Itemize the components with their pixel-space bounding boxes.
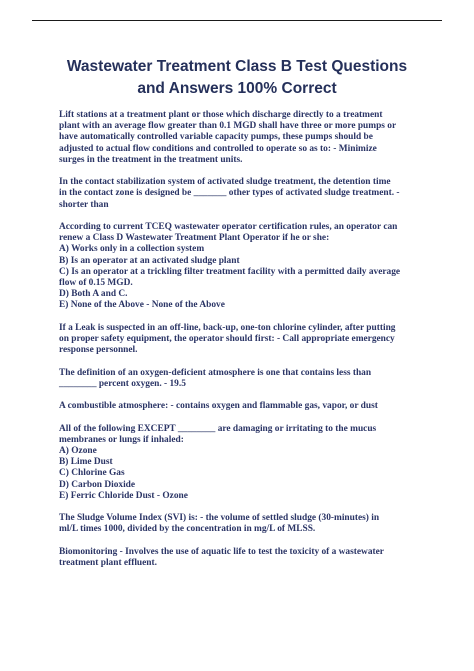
- text-line: plant with an average flow greater than 0.1 MGD shall have three or more pumps or: [59, 121, 397, 132]
- text-line: have automatically controlled variable capacity pumps, these pumps should be: [59, 132, 373, 143]
- answer-option: E) None of the Above - None of the Above: [59, 300, 225, 311]
- document-title: [40, 56, 434, 100]
- qa-item-combustible-atmosphere: [59, 401, 431, 412]
- text-line: surges in the treatment in the treatment units.: [59, 154, 243, 165]
- text-line: treatment plant effluent.: [59, 558, 157, 568]
- answer-option: A) Works only in a collection system: [59, 244, 205, 255]
- header-rule: [32, 20, 442, 21]
- text-line: The definition of an oxygen-deficient atmosphere is one that contains less than: [59, 367, 372, 378]
- qa-item-oxygen-deficient: [59, 368, 431, 390]
- answer-option: B) Is an operator at an activated sludge plant: [59, 255, 240, 266]
- text-line: All of the following EXCEPT ________ are damaging or irritating to the mucus: [59, 423, 377, 434]
- answer-option: D) Both A and C.: [59, 289, 128, 300]
- text-line: ml/L times 1000, divided by the concentration in mg/L of MLSS.: [59, 524, 316, 535]
- text-line: on proper safety equipment, the operator should first: - Call appropriate emergency: [59, 334, 395, 345]
- title-line: Wastewater Treatment Class B Test Questions: [66, 58, 408, 75]
- answer-option: D) Carbon Dioxide: [59, 479, 136, 490]
- text-line: A combustible atmosphere: - contains oxygen and flammable gas, vapor, or dust: [59, 401, 378, 412]
- document-body: [59, 110, 431, 580]
- qa-item-biomonitoring: [59, 547, 431, 569]
- text-line: in the contact zone is designed be _______ other types of activated sludge treatment. -: [59, 188, 400, 199]
- answer-option: C) Chlorine Gas: [59, 468, 125, 479]
- answer-option: flow of 0.15 MGD.: [59, 278, 133, 289]
- title-line: and Answers 100% Correct: [137, 80, 337, 97]
- qa-item-chlorine-leak: [59, 323, 431, 357]
- text-line: response personnel.: [59, 345, 138, 356]
- answer-option: A) Ozone: [59, 446, 97, 456]
- answer-option: E) Ferric Chloride Dust - Ozone: [59, 490, 188, 501]
- qa-item-tceq-certification: [59, 222, 431, 312]
- answer-option: C) Is an operator at a trickling filter treatment facility with a permitted daily average: [59, 266, 401, 277]
- text-line: According to current TCEQ wastewater operator certification rules, an operator can: [59, 222, 398, 232]
- text-line: Lift stations at a treatment plant or those which discharge directly to a treatment: [59, 110, 383, 120]
- text-line: shorter than: [59, 199, 109, 210]
- text-line: renew a Class D Wastewater Treatment Plant Operator if he or she:: [59, 233, 330, 244]
- qa-item-sludge-volume-index: [59, 513, 431, 535]
- text-line: Biomonitoring - Involves the use of aquatic life to test the toxicity of a wastewater: [59, 546, 384, 557]
- text-line: membranes or lungs if inhaled:: [59, 434, 184, 445]
- text-line: In the contact stabilization system of activated sludge treatment, the detention time: [59, 177, 391, 188]
- qa-item-mucus-membranes: [59, 424, 431, 502]
- text-line: adjusted to actual flow conditions and controlled to operate so as to: - Minimize: [59, 143, 377, 154]
- text-line: The Sludge Volume Index (SVI) is: - the volume of settled sludge (30-minutes) in: [59, 513, 380, 524]
- answer-option: B) Lime Dust: [59, 457, 113, 468]
- qa-item-lift-stations: [59, 110, 431, 166]
- qa-item-contact-stabilization: [59, 177, 431, 211]
- text-line: If a Leak is suspected in an off-line, back-up, one-ton chlorine cylinder, after putting: [59, 322, 396, 333]
- text-line: ________ percent oxygen. - 19.5: [59, 378, 186, 389]
